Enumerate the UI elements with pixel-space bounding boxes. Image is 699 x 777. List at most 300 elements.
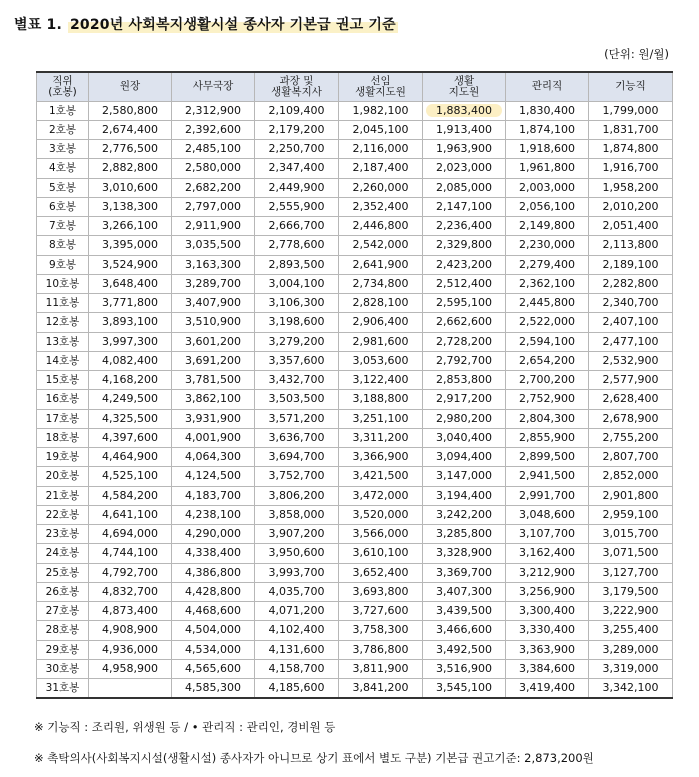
salary-cell: 3,545,100: [423, 679, 506, 699]
salary-cell: 2,917,200: [423, 390, 506, 409]
grade-cell: 9호봉: [37, 255, 89, 274]
salary-cell: 4,082,400: [89, 351, 172, 370]
salary-cell: 2,906,400: [339, 313, 423, 332]
salary-cell: 3,285,800: [423, 525, 506, 544]
salary-cell: 3,251,100: [339, 409, 423, 428]
grade-cell: 26호봉: [37, 582, 89, 601]
salary-cell: 2,778,600: [255, 236, 339, 255]
salary-cell: 4,168,200: [89, 371, 172, 390]
salary-cell: 3,122,400: [339, 371, 423, 390]
column-header: [339, 72, 423, 101]
salary-cell: 4,397,600: [89, 428, 172, 447]
column-header-line: 사무국장: [192, 80, 234, 93]
column-header-line: 원장: [119, 80, 141, 93]
salary-cell: 4,338,400: [172, 544, 255, 563]
salary-cell: 3,212,900: [506, 563, 589, 582]
salary-cell: [89, 679, 172, 699]
table-row: [37, 679, 673, 699]
salary-cell: 2,666,700: [255, 217, 339, 236]
grade-cell: 8호봉: [37, 236, 89, 255]
salary-cell: 3,188,800: [339, 390, 423, 409]
table-row: [37, 217, 673, 236]
salary-cell: 3,636,700: [255, 428, 339, 447]
salary-cell: 2,003,000: [506, 178, 589, 197]
salary-cell: 2,340,700: [589, 294, 673, 313]
salary-cell: 2,828,100: [339, 294, 423, 313]
salary-cell: 2,595,100: [423, 294, 506, 313]
salary-cell: 3,439,500: [423, 602, 506, 621]
salary-cell: 3,363,900: [506, 640, 589, 659]
table-row: [37, 313, 673, 332]
salary-cell: 3,147,000: [423, 467, 506, 486]
table-body: [37, 101, 673, 698]
salary-cell: 2,446,800: [339, 217, 423, 236]
salary-cell: 2,260,000: [339, 178, 423, 197]
salary-cell: 2,485,100: [172, 140, 255, 159]
salary-cell: 3,997,300: [89, 332, 172, 351]
salary-cell: 2,755,200: [589, 428, 673, 447]
salary-cell: 2,147,100: [423, 197, 506, 216]
salary-cell: 2,893,500: [255, 255, 339, 274]
salary-cell: 3,781,500: [172, 371, 255, 390]
highlighted-value: 1,883,400: [426, 104, 502, 117]
column-header-line: 생활: [453, 74, 475, 87]
salary-cell: 3,035,500: [172, 236, 255, 255]
grade-cell: 11호봉: [37, 294, 89, 313]
table-row: [37, 525, 673, 544]
column-header: [37, 72, 89, 101]
salary-cell: 2,641,900: [339, 255, 423, 274]
salary-cell: 3,106,300: [255, 294, 339, 313]
table-row: [37, 274, 673, 293]
salary-cell: 2,980,200: [423, 409, 506, 428]
salary-cell: 3,652,400: [339, 563, 423, 582]
salary-cell: 4,064,300: [172, 448, 255, 467]
salary-cell: 3,806,200: [255, 486, 339, 505]
salary-cell: 4,468,600: [172, 602, 255, 621]
salary-cell: 3,993,700: [255, 563, 339, 582]
grade-cell: 3호봉: [37, 140, 89, 159]
footnote-doctor: ※ 촉탁의사(사회복지시설(생활시설) 종사자가 아니므로 상기 표에서 별도 구분) 기본급 권고기준: 2,873,200원: [34, 751, 594, 765]
column-header: [255, 72, 339, 101]
column-header-line: 관리직: [531, 80, 563, 93]
header-row: [37, 72, 673, 101]
grade-cell: 5호봉: [37, 178, 89, 197]
salary-cell: 3,289,000: [589, 640, 673, 659]
salary-cell: 4,158,700: [255, 659, 339, 678]
column-header-line: 선임: [370, 74, 391, 87]
grade-cell: 4호봉: [37, 159, 89, 178]
salary-cell: 2,362,100: [506, 274, 589, 293]
table-row: [37, 371, 673, 390]
salary-cell: 3,648,400: [89, 274, 172, 293]
salary-cell: 2,347,400: [255, 159, 339, 178]
grade-cell: 27호봉: [37, 602, 89, 621]
salary-cell: 4,744,100: [89, 544, 172, 563]
salary-cell: 3,727,600: [339, 602, 423, 621]
salary-cell: 3,384,600: [506, 659, 589, 678]
salary-cell: 2,776,500: [89, 140, 172, 159]
salary-cell: 2,329,800: [423, 236, 506, 255]
salary-cell: 1,958,200: [589, 178, 673, 197]
salary-cell: 2,807,700: [589, 448, 673, 467]
unit-label: (단위: 원/월): [604, 47, 669, 61]
salary-cell: 2,312,900: [172, 101, 255, 120]
salary-cell: 3,179,500: [589, 582, 673, 601]
salary-cell: 3,786,800: [339, 640, 423, 659]
salary-cell: 3,289,700: [172, 274, 255, 293]
salary-cell: 2,911,900: [172, 217, 255, 236]
salary-cell: 3,758,300: [339, 621, 423, 640]
table-row: [37, 390, 673, 409]
salary-cell: 2,407,100: [589, 313, 673, 332]
salary-cell: 2,189,100: [589, 255, 673, 274]
salary-cell: 3,395,000: [89, 236, 172, 255]
page-title: [14, 14, 398, 36]
salary-cell: 4,001,900: [172, 428, 255, 447]
salary-cell: 1,874,800: [589, 140, 673, 159]
salary-cell: 3,194,400: [423, 486, 506, 505]
salary-cell: 3,040,400: [423, 428, 506, 447]
salary-cell: 3,516,900: [423, 659, 506, 678]
salary-cell: 3,419,400: [506, 679, 589, 699]
salary-cell: 2,477,100: [589, 332, 673, 351]
salary-cell: 3,369,700: [423, 563, 506, 582]
salary-cell: 2,051,400: [589, 217, 673, 236]
salary-cell: 4,694,000: [89, 525, 172, 544]
salary-cell: 2,678,900: [589, 409, 673, 428]
salary-cell: 1,961,800: [506, 159, 589, 178]
salary-cell: 4,525,100: [89, 467, 172, 486]
salary-cell: 3,610,100: [339, 544, 423, 563]
salary-cell: 2,352,400: [339, 197, 423, 216]
salary-cell: 2,654,200: [506, 351, 589, 370]
salary-cell: 4,908,900: [89, 621, 172, 640]
salary-cell: 2,899,500: [506, 448, 589, 467]
table-row: [37, 197, 673, 216]
grade-cell: 23호봉: [37, 525, 89, 544]
grade-cell: 14호봉: [37, 351, 89, 370]
salary-cell: 3,931,900: [172, 409, 255, 428]
salary-cell: 3,138,300: [89, 197, 172, 216]
salary-cell: 3,520,000: [339, 505, 423, 524]
salary-cell: 3,691,200: [172, 351, 255, 370]
salary-cell: 2,852,000: [589, 467, 673, 486]
salary-cell: 2,445,800: [506, 294, 589, 313]
table-row: [37, 659, 673, 678]
column-header: [423, 72, 506, 101]
salary-cell: 2,674,400: [89, 120, 172, 139]
salary-cell: 4,428,800: [172, 582, 255, 601]
grade-cell: 2호봉: [37, 120, 89, 139]
salary-cell: 2,628,400: [589, 390, 673, 409]
salary-cell: 2,149,800: [506, 217, 589, 236]
salary-cell: 3,255,400: [589, 621, 673, 640]
salary-cell: 2,279,400: [506, 255, 589, 274]
grade-cell: 22호봉: [37, 505, 89, 524]
salary-cell: 1,874,100: [506, 120, 589, 139]
salary-cell: 2,392,600: [172, 120, 255, 139]
salary-cell: 3,407,300: [423, 582, 506, 601]
salary-cell: 3,472,000: [339, 486, 423, 505]
salary-cell: 4,792,700: [89, 563, 172, 582]
salary-cell: 4,386,800: [172, 563, 255, 582]
salary-cell: 3,266,100: [89, 217, 172, 236]
table-row: [37, 428, 673, 447]
salary-cell: 2,116,000: [339, 140, 423, 159]
table-header: [37, 72, 673, 101]
table-row: [37, 448, 673, 467]
column-header-line: (호봉): [48, 85, 77, 98]
salary-cell: 4,464,900: [89, 448, 172, 467]
footnote-job-types: ※ 기능직 : 조리원, 위생원 등 / • 관리직 : 관리인, 경비원 등: [34, 720, 336, 734]
table-row: [37, 294, 673, 313]
salary-cell: 3,330,400: [506, 621, 589, 640]
salary-cell: 4,832,700: [89, 582, 172, 601]
salary-cell: 3,907,200: [255, 525, 339, 544]
salary-cell: 2,187,400: [339, 159, 423, 178]
table-row: [37, 505, 673, 524]
table-row: [37, 236, 673, 255]
salary-cell: 3,950,600: [255, 544, 339, 563]
salary-cell: 4,584,200: [89, 486, 172, 505]
salary-cell: 1,831,700: [589, 120, 673, 139]
salary-cell: 3,510,900: [172, 313, 255, 332]
salary-cell: 3,222,900: [589, 602, 673, 621]
salary-cell: 2,522,000: [506, 313, 589, 332]
salary-cell: 2,532,900: [589, 351, 673, 370]
salary-cell: 2,109,400: [255, 101, 339, 120]
salary-cell: 4,958,900: [89, 659, 172, 678]
salary-cell: [423, 101, 506, 120]
salary-cell: 2,941,500: [506, 467, 589, 486]
salary-cell: 4,873,400: [89, 602, 172, 621]
salary-cell: 2,853,800: [423, 371, 506, 390]
salary-cell: 2,230,000: [506, 236, 589, 255]
salary-cell: 4,325,500: [89, 409, 172, 428]
salary-cell: 3,053,600: [339, 351, 423, 370]
salary-cell: 3,256,900: [506, 582, 589, 601]
salary-cell: 2,010,200: [589, 197, 673, 216]
salary-cell: 2,512,400: [423, 274, 506, 293]
salary-cell: 4,071,200: [255, 602, 339, 621]
column-header: [89, 72, 172, 101]
salary-cell: 2,728,200: [423, 332, 506, 351]
grade-cell: 15호봉: [37, 371, 89, 390]
grade-cell: 13호봉: [37, 332, 89, 351]
salary-cell: 4,641,100: [89, 505, 172, 524]
salary-cell: 3,841,200: [339, 679, 423, 699]
salary-table: [36, 71, 673, 699]
salary-cell: 3,242,200: [423, 505, 506, 524]
salary-cell: 4,185,600: [255, 679, 339, 699]
salary-cell: 3,771,800: [89, 294, 172, 313]
salary-cell: 2,555,900: [255, 197, 339, 216]
salary-cell: 3,524,900: [89, 255, 172, 274]
salary-cell: 3,127,700: [589, 563, 673, 582]
salary-cell: 3,342,100: [589, 679, 673, 699]
salary-cell: 2,113,800: [589, 236, 673, 255]
salary-cell: 3,004,100: [255, 274, 339, 293]
grade-cell: 21호봉: [37, 486, 89, 505]
salary-cell: 2,236,400: [423, 217, 506, 236]
grade-cell: 25호봉: [37, 563, 89, 582]
salary-cell: 2,855,900: [506, 428, 589, 447]
salary-cell: 2,179,200: [255, 120, 339, 139]
table-row: [37, 467, 673, 486]
salary-cell: 2,542,000: [339, 236, 423, 255]
grade-cell: 20호봉: [37, 467, 89, 486]
salary-cell: 4,131,600: [255, 640, 339, 659]
salary-cell: 3,421,500: [339, 467, 423, 486]
salary-cell: 2,045,100: [339, 120, 423, 139]
grade-cell: 24호봉: [37, 544, 89, 563]
salary-cell: 3,198,600: [255, 313, 339, 332]
salary-cell: 1,799,000: [589, 101, 673, 120]
column-header: [172, 72, 255, 101]
grade-cell: 17호봉: [37, 409, 89, 428]
grade-cell: 31호봉: [37, 679, 89, 699]
salary-cell: 3,407,900: [172, 294, 255, 313]
salary-cell: 3,571,200: [255, 409, 339, 428]
salary-cell: 2,959,100: [589, 505, 673, 524]
salary-cell: 2,449,900: [255, 178, 339, 197]
salary-cell: 2,580,000: [172, 159, 255, 178]
salary-cell: 4,035,700: [255, 582, 339, 601]
table-row: [37, 159, 673, 178]
salary-cell: 3,015,700: [589, 525, 673, 544]
grade-cell: 29호봉: [37, 640, 89, 659]
salary-cell: 3,279,200: [255, 332, 339, 351]
table-row: [37, 544, 673, 563]
table-row: [37, 582, 673, 601]
salary-cell: 3,328,900: [423, 544, 506, 563]
salary-cell: 2,700,200: [506, 371, 589, 390]
salary-cell: 4,102,400: [255, 621, 339, 640]
salary-cell: 2,682,200: [172, 178, 255, 197]
salary-cell: 4,585,300: [172, 679, 255, 699]
column-header-line: 생활지도원: [355, 85, 406, 98]
salary-cell: 1,830,400: [506, 101, 589, 120]
column-header-line: 생활복지사: [271, 85, 322, 98]
salary-cell: 3,752,700: [255, 467, 339, 486]
table-row: [37, 140, 673, 159]
salary-cell: 2,594,100: [506, 332, 589, 351]
grade-cell: 10호봉: [37, 274, 89, 293]
grade-cell: 30호봉: [37, 659, 89, 678]
salary-cell: 2,981,600: [339, 332, 423, 351]
salary-cell: 2,250,700: [255, 140, 339, 159]
salary-cell: 3,862,100: [172, 390, 255, 409]
grade-cell: 18호봉: [37, 428, 89, 447]
salary-cell: 1,918,600: [506, 140, 589, 159]
table-row: [37, 101, 673, 120]
title-text: 2020년 사회복지생활시설 종사자 기본급 권고 기준: [69, 17, 396, 33]
salary-cell: 4,290,000: [172, 525, 255, 544]
grade-cell: 7호봉: [37, 217, 89, 236]
table-row: [37, 120, 673, 139]
salary-cell: 3,466,600: [423, 621, 506, 640]
column-header-line: 지도원: [448, 85, 480, 98]
salary-cell: 3,163,300: [172, 255, 255, 274]
salary-cell: 4,124,500: [172, 467, 255, 486]
salary-cell: 4,238,100: [172, 505, 255, 524]
column-header-line: 과장 및: [279, 74, 314, 87]
salary-cell: 2,804,300: [506, 409, 589, 428]
salary-cell: 2,023,000: [423, 159, 506, 178]
column-header: [506, 72, 589, 101]
salary-cell: 3,366,900: [339, 448, 423, 467]
salary-cell: 2,797,000: [172, 197, 255, 216]
salary-cell: 2,423,200: [423, 255, 506, 274]
salary-cell: 2,901,800: [589, 486, 673, 505]
salary-cell: 3,107,700: [506, 525, 589, 544]
salary-cell: 2,056,100: [506, 197, 589, 216]
table-row: [37, 351, 673, 370]
salary-cell: 4,936,000: [89, 640, 172, 659]
salary-cell: 2,577,900: [589, 371, 673, 390]
salary-cell: 3,601,200: [172, 332, 255, 351]
salary-cell: 3,319,000: [589, 659, 673, 678]
salary-cell: 3,858,000: [255, 505, 339, 524]
salary-cell: 4,534,000: [172, 640, 255, 659]
grade-cell: 19호봉: [37, 448, 89, 467]
salary-cell: 1,916,700: [589, 159, 673, 178]
salary-cell: 4,249,500: [89, 390, 172, 409]
salary-cell: 3,071,500: [589, 544, 673, 563]
salary-cell: 3,311,200: [339, 428, 423, 447]
salary-cell: 3,503,500: [255, 390, 339, 409]
salary-cell: 3,566,000: [339, 525, 423, 544]
salary-cell: 4,183,700: [172, 486, 255, 505]
salary-cell: 3,300,400: [506, 602, 589, 621]
salary-cell: 2,991,700: [506, 486, 589, 505]
salary-cell: 3,094,400: [423, 448, 506, 467]
salary-cell: 4,504,000: [172, 621, 255, 640]
salary-cell: 4,565,600: [172, 659, 255, 678]
table-row: [37, 486, 673, 505]
salary-cell: 2,085,000: [423, 178, 506, 197]
table-row: [37, 563, 673, 582]
table-row: [37, 640, 673, 659]
grade-cell: 6호봉: [37, 197, 89, 216]
table-row: [37, 409, 673, 428]
salary-cell: 3,893,100: [89, 313, 172, 332]
salary-cell: 2,282,800: [589, 274, 673, 293]
table-row: [37, 255, 673, 274]
salary-cell: 2,792,700: [423, 351, 506, 370]
salary-cell: 3,811,900: [339, 659, 423, 678]
salary-cell: 1,963,900: [423, 140, 506, 159]
salary-cell: 2,662,600: [423, 313, 506, 332]
column-header: [589, 72, 673, 101]
column-header-line: 직위: [52, 74, 73, 87]
table-row: [37, 332, 673, 351]
salary-cell: 3,694,700: [255, 448, 339, 467]
salary-cell: 3,492,500: [423, 640, 506, 659]
salary-cell: 3,357,600: [255, 351, 339, 370]
table-row: [37, 602, 673, 621]
grade-cell: 12호봉: [37, 313, 89, 332]
grade-cell: 16호봉: [37, 390, 89, 409]
salary-cell: 2,734,800: [339, 274, 423, 293]
table-row: [37, 621, 673, 640]
salary-cell: 2,580,800: [89, 101, 172, 120]
salary-cell: 3,048,600: [506, 505, 589, 524]
salary-cell: 1,982,100: [339, 101, 423, 120]
grade-cell: 1호봉: [37, 101, 89, 120]
salary-cell: 2,752,900: [506, 390, 589, 409]
